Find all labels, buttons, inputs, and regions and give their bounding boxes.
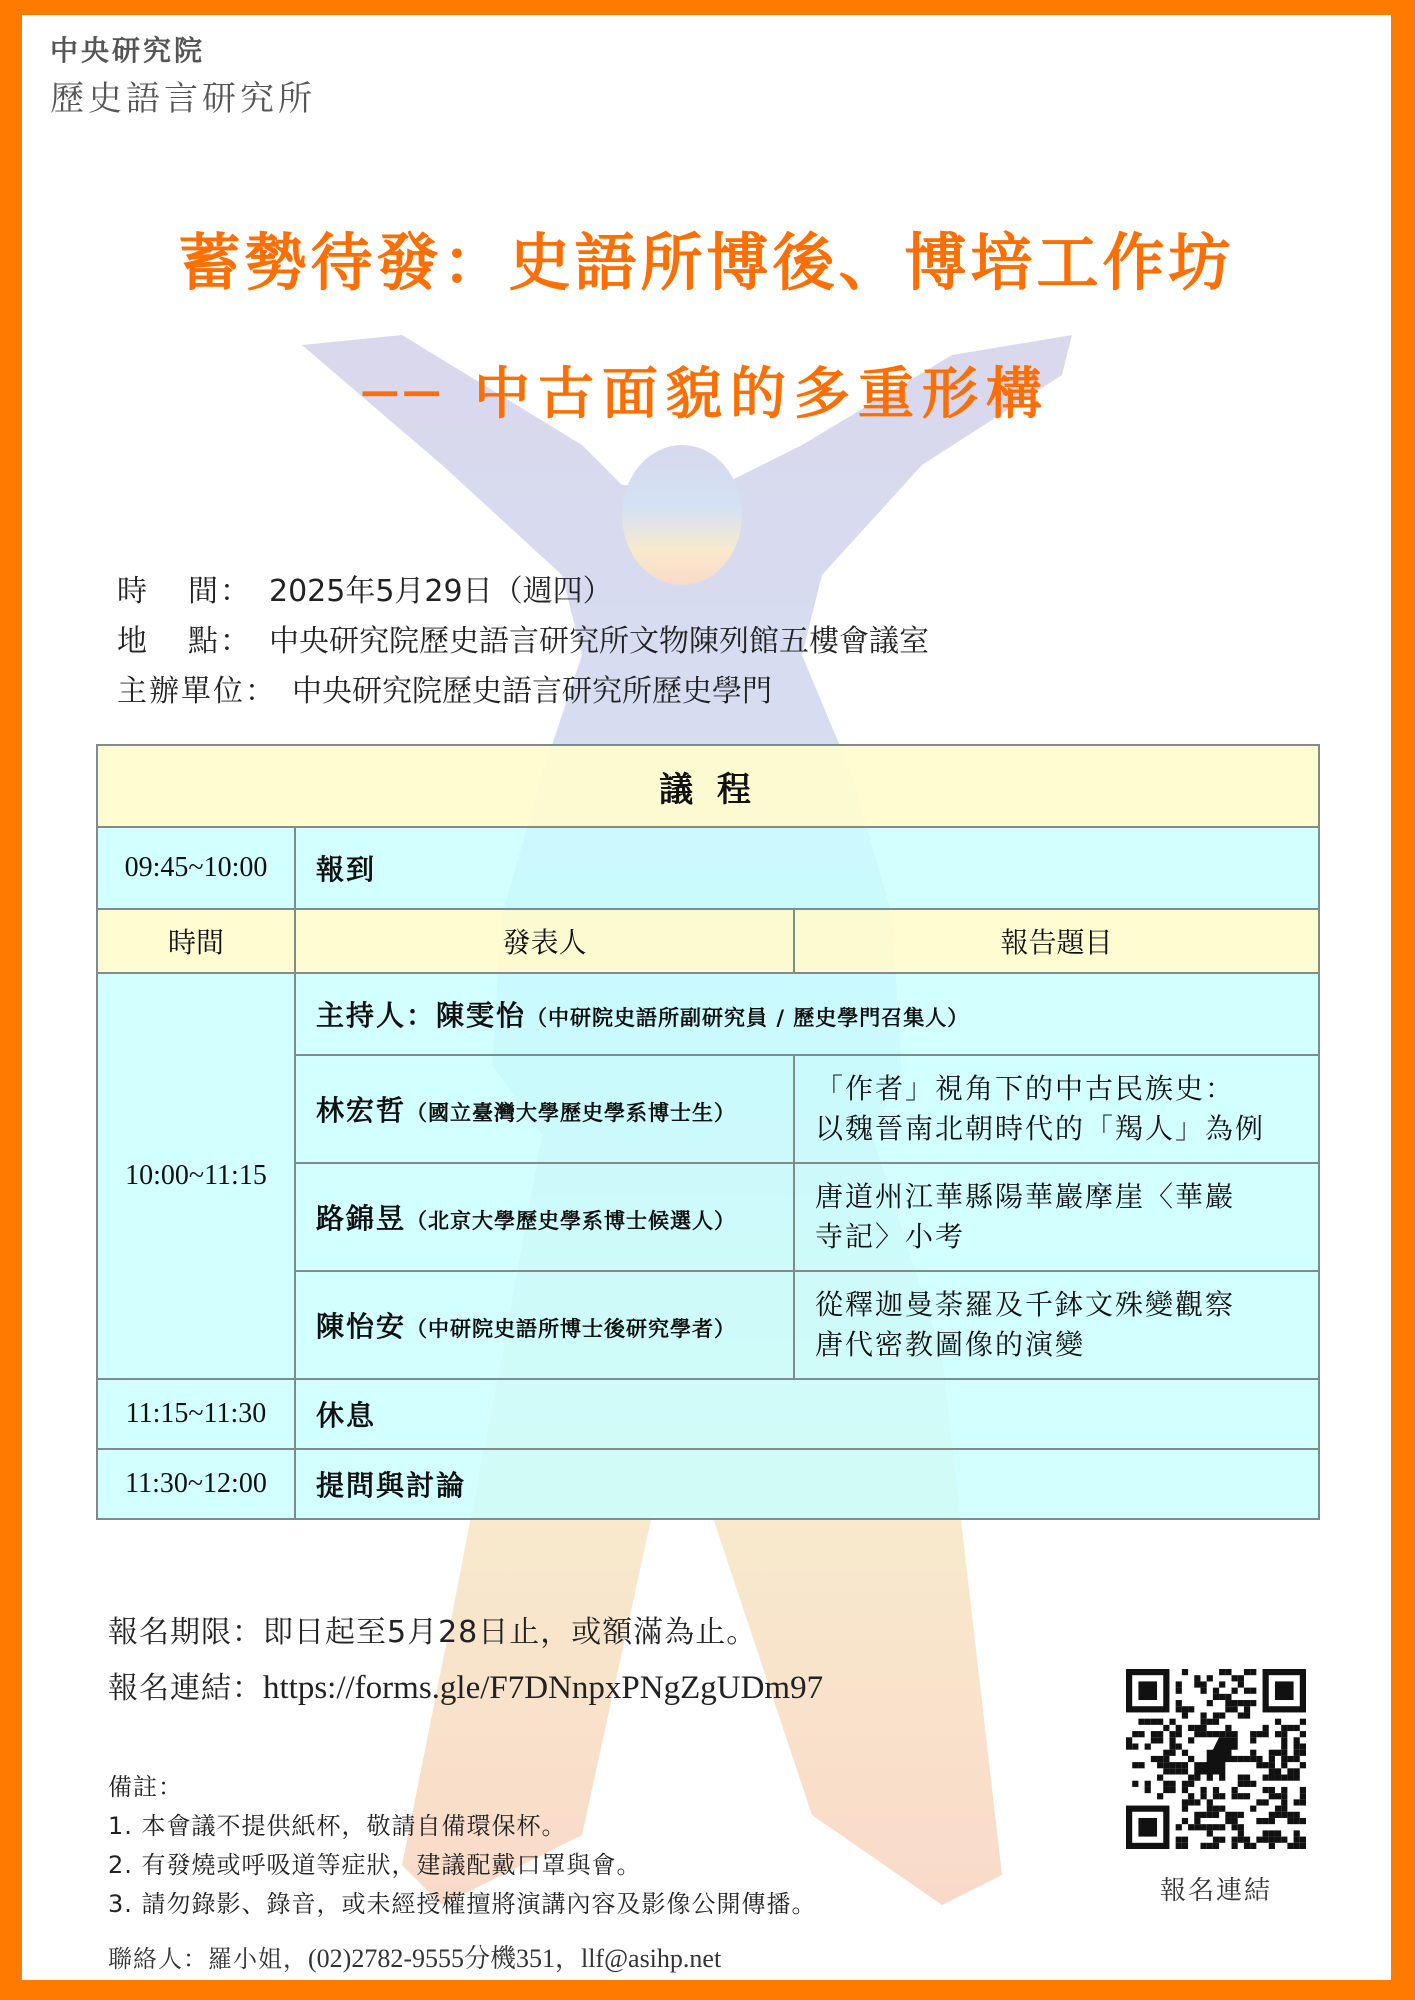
host-row	[295, 973, 1319, 1055]
presenter-affiliation: （國立臺灣大學歷史學系博士生）	[406, 1101, 737, 1125]
col-header-time: 時間	[97, 909, 295, 973]
info-label-organizer: 主辦單位：	[117, 674, 277, 709]
event-info	[117, 563, 929, 713]
info-row-place	[117, 613, 929, 663]
notes	[108, 1768, 817, 1924]
talk-topic: 從釋迦曼荼羅及千鉢文殊變觀察 唐代密教圖像的演變	[794, 1271, 1319, 1379]
institute-logo	[50, 29, 316, 120]
dinosaur-icon	[1188, 1737, 1238, 1780]
presenter-affiliation: （中研院史語所博士後研究學者）	[406, 1317, 737, 1341]
logo-line-1: 中央研究院	[50, 34, 206, 67]
qr-finder-pattern	[1275, 1681, 1294, 1700]
qr-code[interactable]	[1126, 1669, 1306, 1849]
discussion-time: 11:30~12:00	[97, 1449, 295, 1519]
info-row-time	[117, 563, 929, 613]
info-label-place: 地 點：	[117, 624, 252, 659]
info-value-organizer: 中央研究院歷史語言研究所歷史學門	[292, 674, 772, 709]
presenter-cell	[295, 1055, 794, 1163]
qr-caption: 報名連結	[1159, 1876, 1272, 1906]
contact-detail: (02)2782-9555分機351，llf@asihp.net	[308, 1944, 722, 1973]
notes-heading: 備註：	[108, 1773, 183, 1801]
info-value-time: 2025年5月29日（週四）	[269, 574, 613, 609]
presenter-name: 林宏哲	[316, 1094, 407, 1127]
qr-finder-pattern	[1138, 1681, 1157, 1700]
col-header-presenter: 發表人	[295, 909, 794, 973]
registration-link[interactable]: https://forms.gle/F7DNnpxPNgZgUDm97	[263, 1670, 824, 1706]
presenter-name: 陳怡安	[316, 1310, 407, 1343]
info-label-time: 時 間：	[117, 574, 252, 609]
deadline-label: 報名期限：	[108, 1615, 263, 1650]
info-row-organizer	[117, 663, 929, 713]
host-affiliation: （中研院史語所副研究員 / 歷史學門召集人）	[526, 1006, 970, 1030]
registration-link-row	[108, 1663, 823, 1707]
poster-page	[22, 15, 1391, 1980]
note-item: 2. 有發燒或呼吸道等症狀，建議配戴口罩與會。	[108, 1851, 642, 1879]
checkin-label: 報到	[295, 827, 1319, 909]
main-title: 蓄勢待發：史語所博後、博培工作坊	[178, 226, 1235, 299]
agenda-table	[96, 744, 1320, 1520]
info-value-place: 中央研究院歷史語言研究所文物陳列館五樓會議室	[269, 624, 929, 659]
agenda-caption: 議 程	[97, 745, 1319, 827]
presenter-cell	[295, 1271, 794, 1379]
contact-label: 聯絡人：羅小姐，	[108, 1945, 308, 1973]
break-time: 11:15~11:30	[97, 1379, 295, 1449]
break-label: 休息	[295, 1379, 1319, 1449]
presenter-affiliation: （北京大學歷史學系博士候選人）	[406, 1209, 737, 1233]
logo-line-2: 歷史語言研究所	[50, 79, 316, 119]
deadline-value: 即日起至5月28日止，或額滿為止。	[263, 1615, 758, 1650]
link-label: 報名連結：	[108, 1671, 263, 1706]
talk-topic: 唐道州江華縣陽華巖摩崖〈華巖 寺記〉小考	[794, 1163, 1319, 1271]
presenter-name: 路錦昱	[316, 1202, 407, 1235]
col-header-topic: 報告題目	[794, 909, 1319, 973]
note-item: 3. 請勿錄影、錄音，或未經授權擅將演講內容及影像公開傳播。	[108, 1890, 817, 1918]
presenter-cell	[295, 1163, 794, 1271]
registration-deadline	[108, 1607, 757, 1651]
contact-info	[108, 1938, 721, 1975]
discussion-label: 提問與討論	[295, 1449, 1319, 1519]
host-name: 主持人：陳雯怡	[316, 999, 527, 1032]
subtitle: ── 中古面貌的多重形構	[363, 362, 1050, 427]
session-time: 10:00~11:15	[97, 973, 295, 1379]
note-item: 1. 本會議不提供紙杯，敬請自備環保杯。	[108, 1812, 567, 1840]
qr-finder-pattern	[1138, 1818, 1157, 1837]
checkin-time: 09:45~10:00	[97, 827, 295, 909]
talk-topic: 「作者」視角下的中古民族史： 以魏晉南北朝時代的「羯人」為例	[794, 1055, 1319, 1163]
